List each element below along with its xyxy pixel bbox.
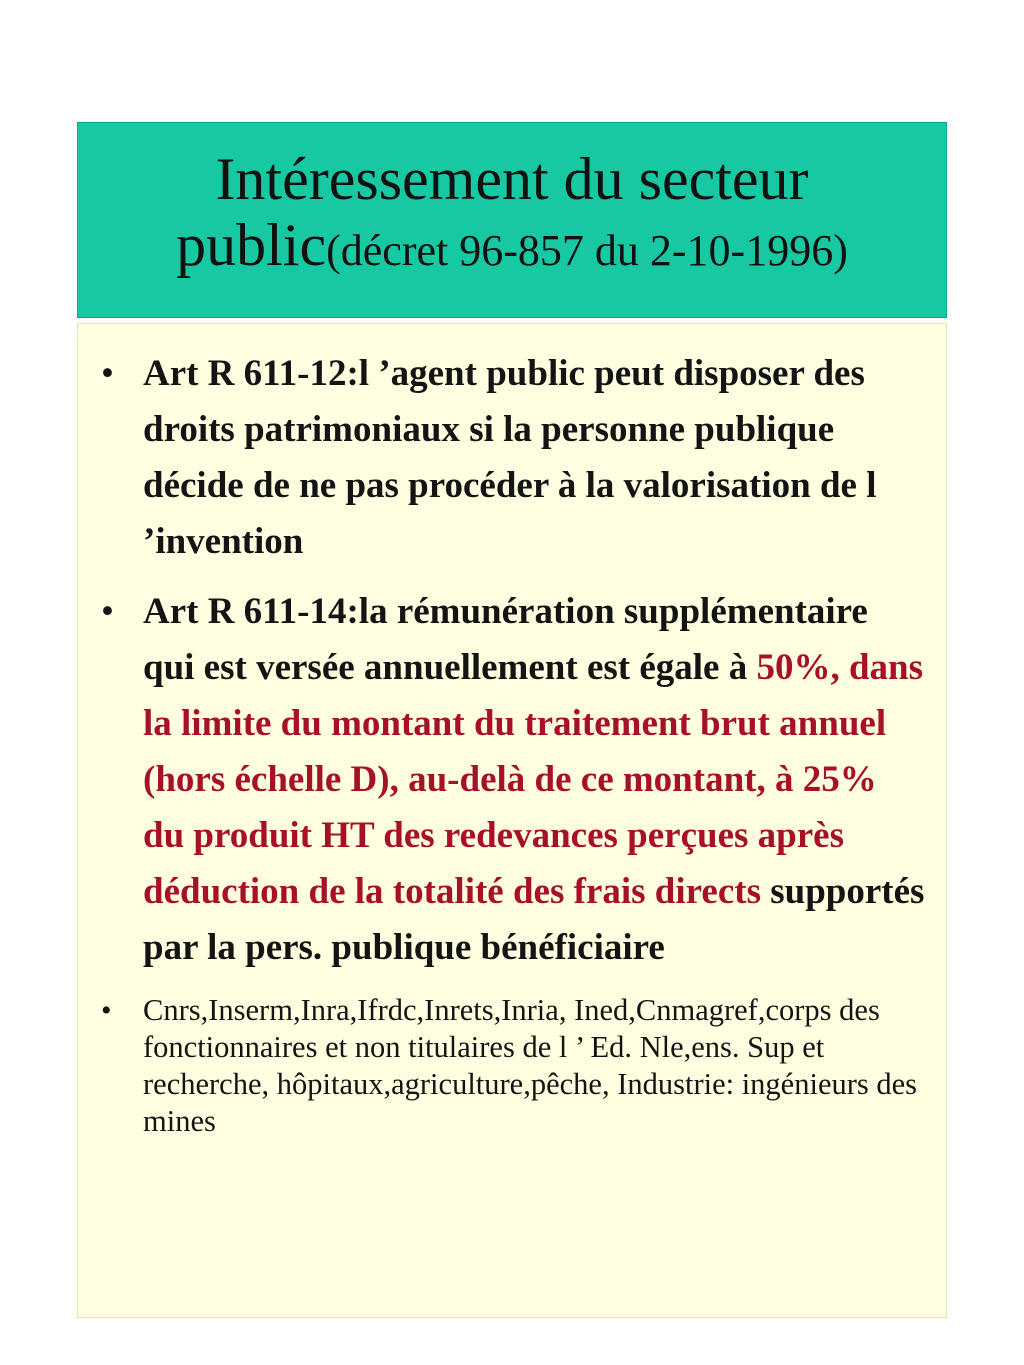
bullet-dot-icon: • [101,353,114,394]
bullet-item-art-r611-12 [98,346,926,570]
bullet-item-organisations [98,992,926,1140]
bullet-item-art-r611-14 [98,584,926,976]
slide-title-line1: Intéressement du secteur [215,146,809,212]
slide-content-box [77,323,947,1318]
bullet-text-after: supportés par la pers. publique bénéficiaire [143,871,925,968]
slide-title-box [77,122,947,318]
bullet-text-highlight: 50%, dans la limite du montant du traitement brut annuel (hors échelle D), au-delà de ce montant, à 25% du produit HT des redevances perçues après déduction de la totalité des frais directs [143,647,924,912]
bullet-text: Cnrs,Inserm,Inra,Ifrdc,Inrets,Inria, Ined,Cnmagref,corps des fonctionnaires et non titulaires de l ’ Ed. Nle,ens. Sup et recherche, hôpitaux,agriculture,pêche, Industrie: ingénieurs des mines [143,993,918,1138]
slide-title-main: public [176,212,327,278]
slide-title-line2 [78,211,946,285]
bullet-dot-icon: • [101,994,112,1027]
bullet-text: Art R 611-12:l ’agent public peut disposer des droits patrimoniaux si la personne publique décide de ne pas procéder à la valorisation de l ’invention [143,353,877,562]
bullet-dot-icon: • [101,591,114,632]
bullet-text-before: Art R 611-14:la rémunération supplémentaire qui est versée annuellement est égale à [143,591,868,688]
slide-title-decree: (décret 96-857 du 2-10-1996) [326,226,848,275]
